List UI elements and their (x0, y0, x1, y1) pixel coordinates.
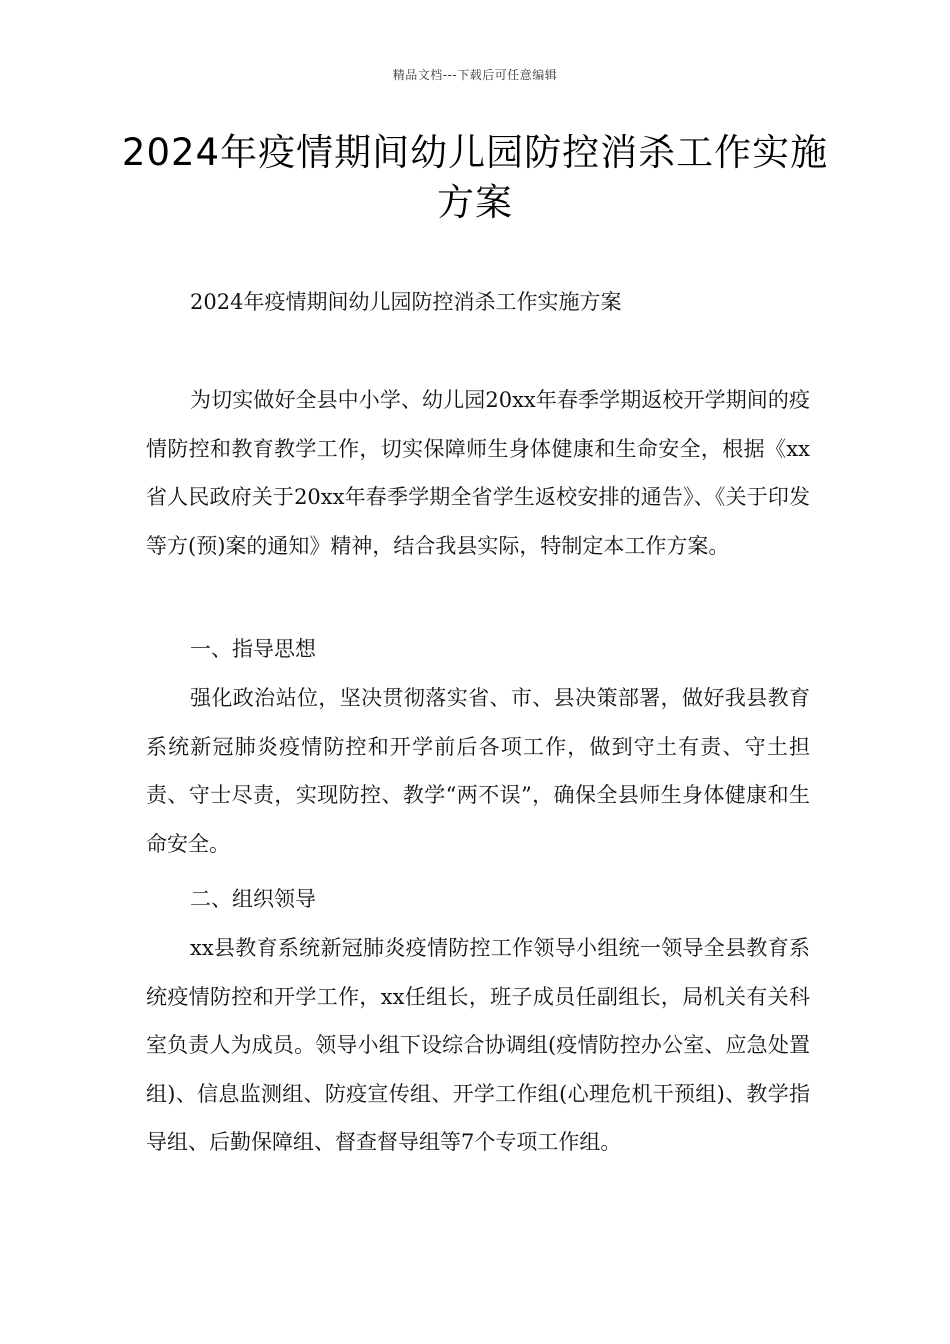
intro-paragraph: 为切实做好全县中小学、幼儿园20xx年春季学期返校开学期间的疫情防控和教育教学工作，切实保障师生身体健康和生命安全，根据《xx省人民政府关于20xx年春季学期全省学生返校安排的通告》、《关于印发等方(预)案的通知》精神，结合我县实际，特制定本工作方案。 (146, 388, 810, 558)
section-paragraph-guiding-ideology: 强化政治站位，坚决贯彻落实省、市、县决策部署，做好我县教育系统新冠肺炎疫情防控和开学前后各项工作，做到守土有责、守土担责、守士尽责，实现防控、教学“两不误”，确保全县师生身体健康和生命安全。 (146, 686, 810, 856)
header-note: 精品文档---下载后可任意编辑 (392, 68, 558, 82)
page-title: 2024年疫情期间幼儿园防控消杀工作实施方案 (121, 131, 829, 224)
document-subtitle: 2024年疫情期间幼儿园防控消杀工作实施方案 (190, 290, 622, 314)
section-heading-organization: 二、组织领导 (190, 887, 316, 911)
section-heading-guiding-ideology: 一、指导思想 (190, 637, 316, 661)
section-paragraph-organization: xx县教育系统新冠肺炎疫情防控工作领导小组统一领导全县教育系统疫情防控和开学工作，xx任组长，班子成员任副组长，局机关有关科室负责人为成员。领导小组下设综合协调组(疫情防控办公室、应急处置组)、信息监测组、防疫宣传组、开学工作组(心理危机干预组)、教学指导组、后勤保障组、督查督导组等7个专项工作组。 (146, 936, 810, 1154)
